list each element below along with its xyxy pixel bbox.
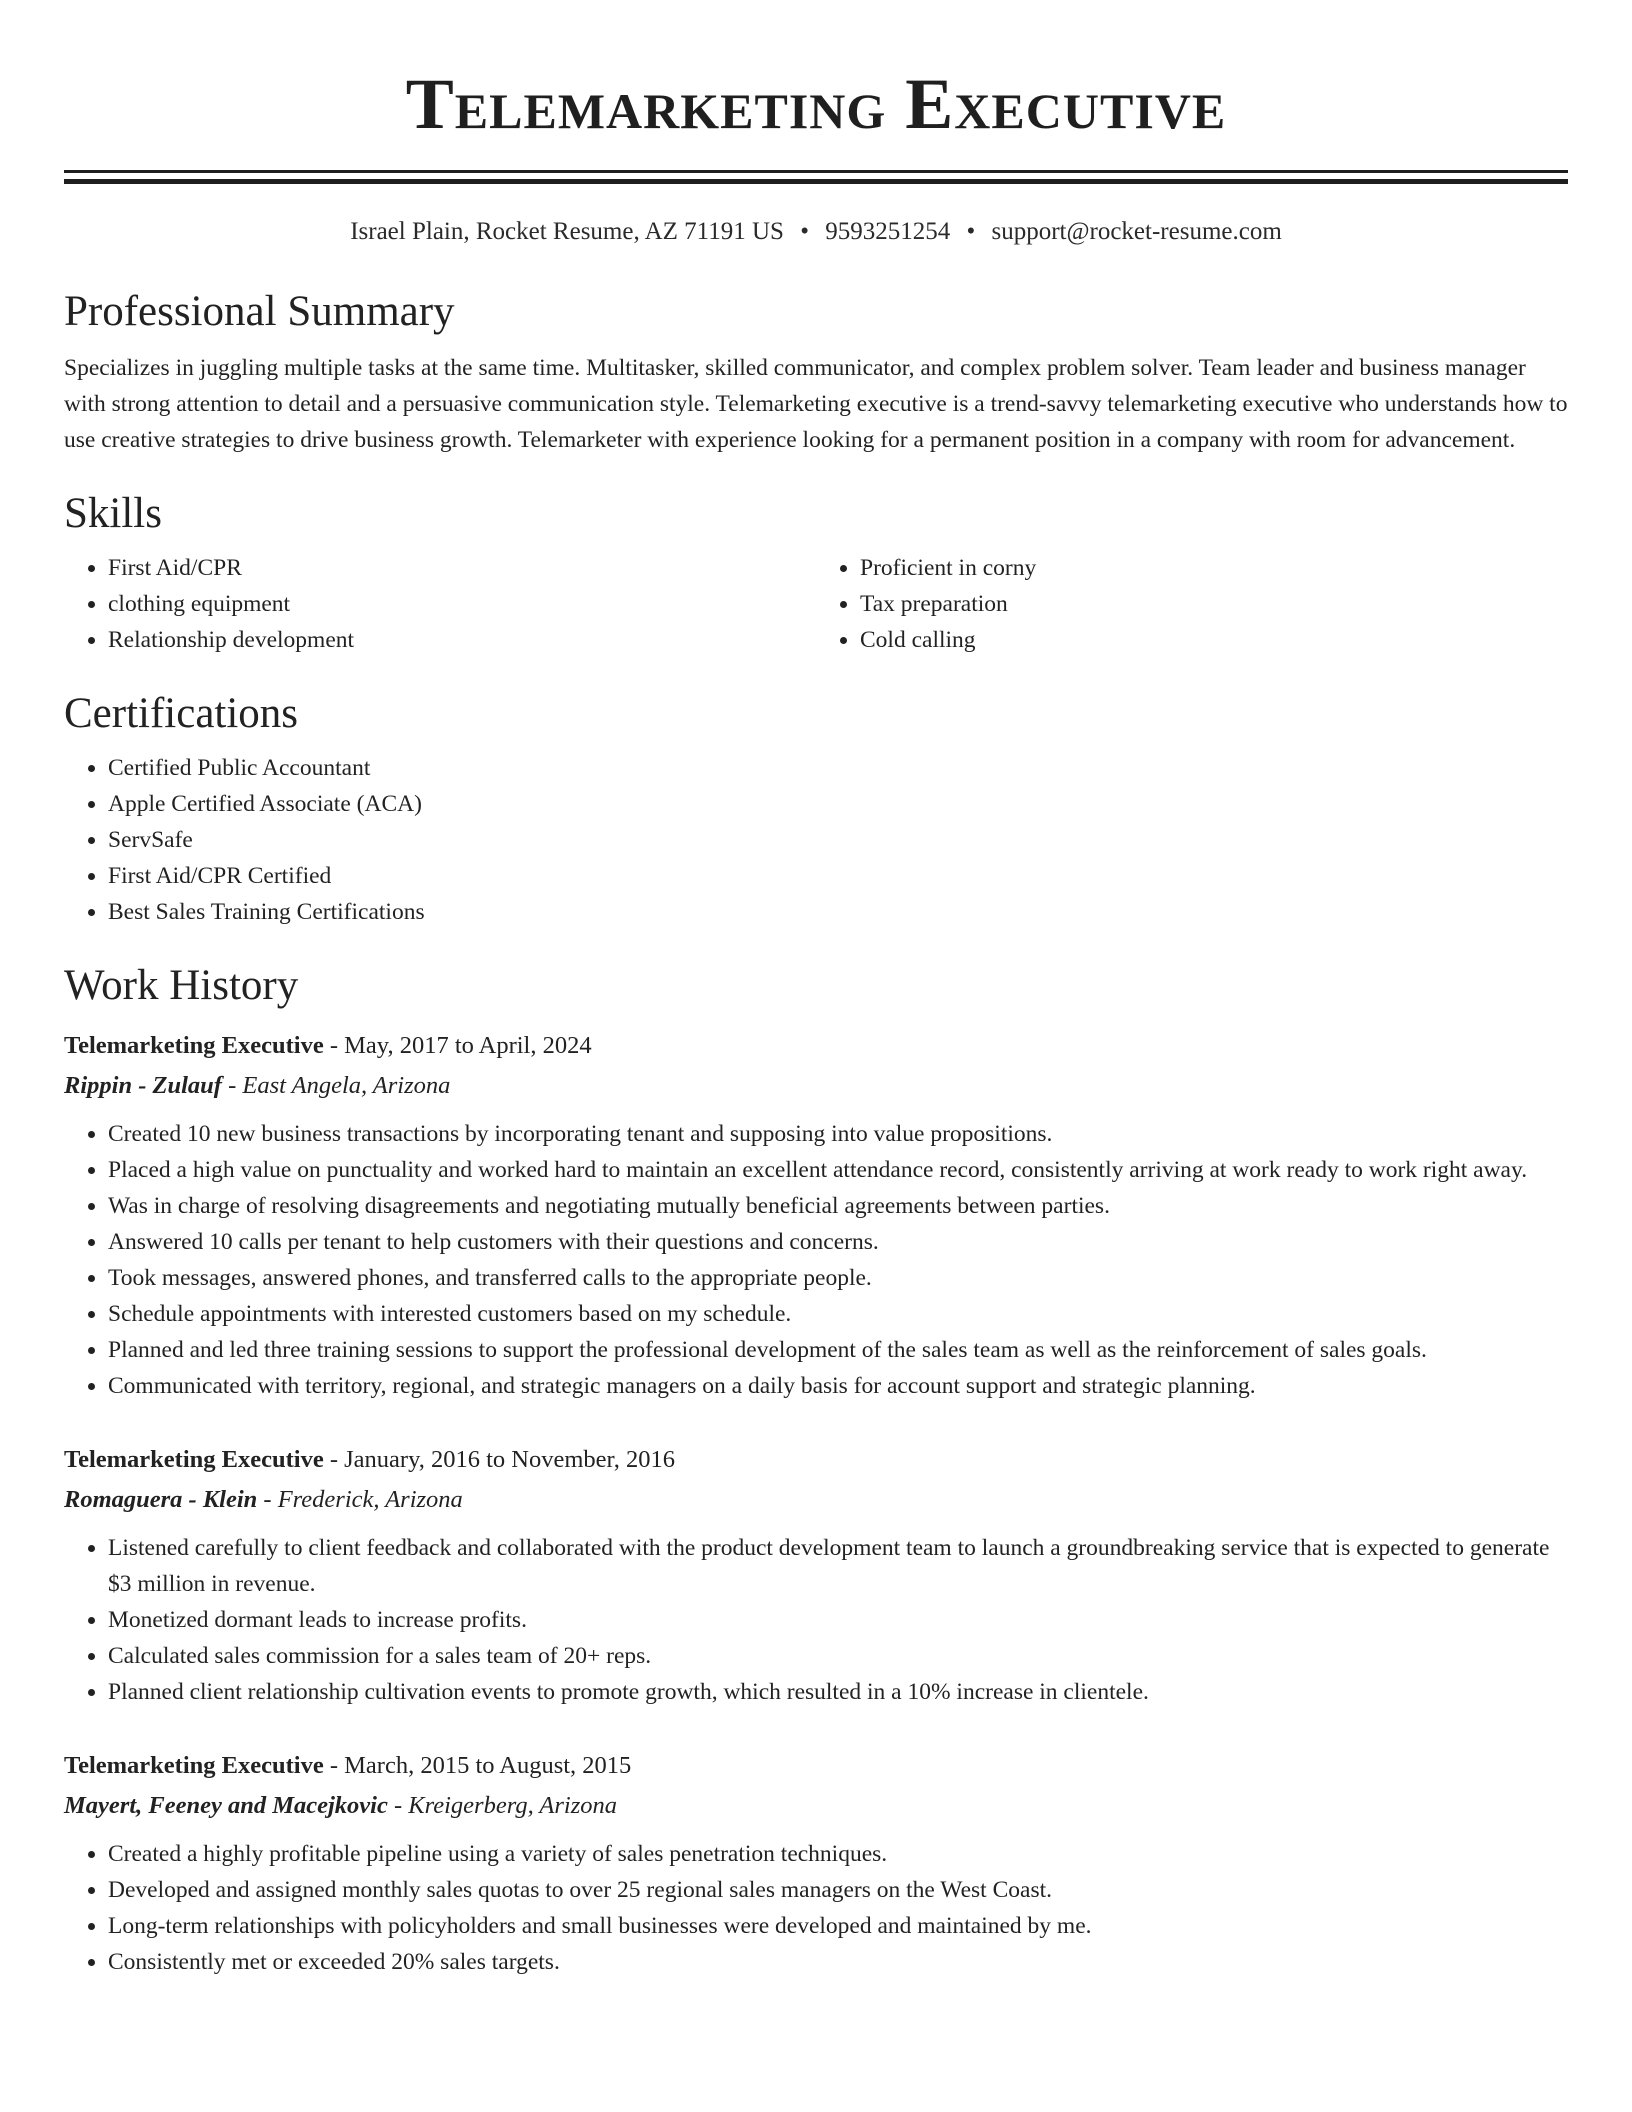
job-bullet: • Communicated with territory, regional, and strategic managers on a daily basis for account support and strategic planning. bbox=[108, 1368, 1568, 1404]
certification-item: • Certified Public Accountant bbox=[108, 750, 1568, 786]
job-dates: March, 2015 to August, 2015 bbox=[344, 1752, 632, 1779]
skill-item: • Tax preparation bbox=[860, 586, 1568, 622]
skills-section bbox=[64, 488, 1568, 658]
job-title-line bbox=[64, 1746, 1568, 1786]
contact-phone: 9593251254 bbox=[825, 218, 951, 245]
skill-item: • First Aid/CPR bbox=[108, 550, 816, 586]
job-title-line bbox=[64, 1026, 1568, 1066]
certification-item: • Apple Certified Associate (ACA) bbox=[108, 786, 1568, 822]
job-dash: - bbox=[323, 1446, 345, 1473]
job-bullets bbox=[64, 1116, 1568, 1404]
job-company-line bbox=[64, 1786, 1568, 1826]
contact-line bbox=[64, 214, 1568, 250]
job-bullet: • Consistently met or exceeded 20% sales targets. bbox=[108, 1944, 1568, 1980]
job-company: Romaguera - Klein bbox=[64, 1486, 258, 1513]
certification-item: • ServSafe bbox=[108, 822, 1568, 858]
contact-email: support@rocket-resume.com bbox=[991, 218, 1282, 245]
job-bullet: • Monetized dormant leads to increase profits. bbox=[108, 1602, 1568, 1638]
job-title: Telemarketing Executive bbox=[64, 1752, 324, 1779]
title-divider-thick bbox=[64, 179, 1568, 184]
job-dates: May, 2017 to April, 2024 bbox=[344, 1032, 592, 1059]
job-bullet: • Listened carefully to client feedback and collaborated with the product development team to launch a groundbreaking service that is expected to generate $3 million in revenue. bbox=[108, 1530, 1568, 1602]
job-bullet: • Developed and assigned monthly sales quotas to over 25 regional sales managers on the West Coast. bbox=[108, 1872, 1568, 1908]
title-divider-thin bbox=[64, 170, 1568, 173]
work-history-heading: Work History bbox=[64, 962, 299, 1009]
job-dash: - bbox=[221, 1072, 243, 1099]
job-bullet: • Schedule appointments with interested customers based on my schedule. bbox=[108, 1296, 1568, 1332]
job-dash: - bbox=[257, 1486, 278, 1513]
job-bullet: • Long-term relationships with policyholders and small businesses were developed and maintained by me. bbox=[108, 1908, 1568, 1944]
summary-section bbox=[64, 286, 1568, 458]
certifications-list bbox=[64, 750, 1568, 930]
summary-text: Specializes in juggling multiple tasks at the same time. Multitasker, skilled communicator, and complex problem solver. Team leader and business manager with strong attention to detail and a persuasive communication style. Telemarketing executive is a trend-savvy telemarketing executive who understands how to use creative strategies to drive business growth. Telemarketer with experience looking for a permanent position in a company with room for advancement. bbox=[64, 355, 1568, 453]
job-bullet: • Answered 10 calls per tenant to help customers with their questions and concerns. bbox=[108, 1224, 1568, 1260]
certifications-section bbox=[64, 688, 1568, 930]
skills-heading: Skills bbox=[64, 490, 162, 537]
job-bullet: • Took messages, answered phones, and transferred calls to the appropriate people. bbox=[108, 1260, 1568, 1296]
skills-list-right bbox=[816, 550, 1568, 658]
skill-item: • Proficient in corny bbox=[860, 550, 1568, 586]
job-company-line bbox=[64, 1480, 1568, 1520]
certifications-heading: Certifications bbox=[64, 690, 299, 737]
certification-item: • First Aid/CPR Certified bbox=[108, 858, 1568, 894]
job-company: Rippin - Zulauf bbox=[64, 1072, 222, 1099]
job-bullet: • Was in charge of resolving disagreements and negotiating mutually beneficial agreements between parties. bbox=[108, 1188, 1568, 1224]
job-bullet: • Planned client relationship cultivation events to promote growth, which resulted in a 10% increase in clientele. bbox=[108, 1674, 1568, 1710]
job-location: Kreigerberg, Arizona bbox=[408, 1792, 617, 1819]
skill-item: • clothing equipment bbox=[108, 586, 816, 622]
job-location: East Angela, Arizona bbox=[242, 1072, 451, 1099]
job-location: Frederick, Arizona bbox=[277, 1486, 463, 1513]
job-company-line bbox=[64, 1066, 1568, 1106]
job-dash: - bbox=[323, 1752, 345, 1779]
job-bullet: • Planned and led three training sessions to support the professional development of the sales team as well as the reinforcement of sales goals. bbox=[108, 1332, 1568, 1368]
skill-item: • Cold calling bbox=[860, 622, 1568, 658]
job-title: Telemarketing Executive bbox=[64, 1446, 324, 1473]
skills-columns bbox=[64, 550, 1568, 658]
work-history-section bbox=[64, 960, 1568, 1980]
job-bullet: • Placed a high value on punctuality and worked hard to maintain an excellent attendance record, consistently arriving at work ready to work right away. bbox=[108, 1152, 1568, 1188]
job-dash: - bbox=[387, 1792, 409, 1819]
contact-separator: • bbox=[800, 218, 809, 245]
job-entry bbox=[64, 1440, 1568, 1710]
certification-item: • Best Sales Training Certifications bbox=[108, 894, 1568, 930]
job-entry bbox=[64, 1026, 1568, 1404]
job-bullet: • Created a highly profitable pipeline using a variety of sales penetration techniques. bbox=[108, 1836, 1568, 1872]
skills-list-left bbox=[64, 550, 816, 658]
job-title: Telemarketing Executive bbox=[64, 1032, 324, 1059]
contact-separator: • bbox=[966, 218, 976, 245]
job-bullets bbox=[64, 1836, 1568, 1980]
job-title-line bbox=[64, 1440, 1568, 1480]
job-dash: - bbox=[323, 1032, 345, 1059]
job-bullets bbox=[64, 1530, 1568, 1710]
job-company: Mayert, Feeney and Macejkovic bbox=[64, 1792, 388, 1819]
summary-heading: Professional Summary bbox=[64, 288, 455, 335]
resume-title: Telemarketing Executive bbox=[405, 64, 1227, 144]
job-bullet: • Calculated sales commission for a sales team of 20+ reps. bbox=[108, 1638, 1568, 1674]
job-dates: January, 2016 to November, 2016 bbox=[344, 1446, 675, 1473]
contact-address: Israel Plain, Rocket Resume, AZ 71191 US bbox=[350, 218, 784, 245]
job-entry bbox=[64, 1746, 1568, 1980]
skill-item: • Relationship development bbox=[108, 622, 816, 658]
job-bullet: • Created 10 new business transactions by incorporating tenant and supposing into value propositions. bbox=[108, 1116, 1568, 1152]
